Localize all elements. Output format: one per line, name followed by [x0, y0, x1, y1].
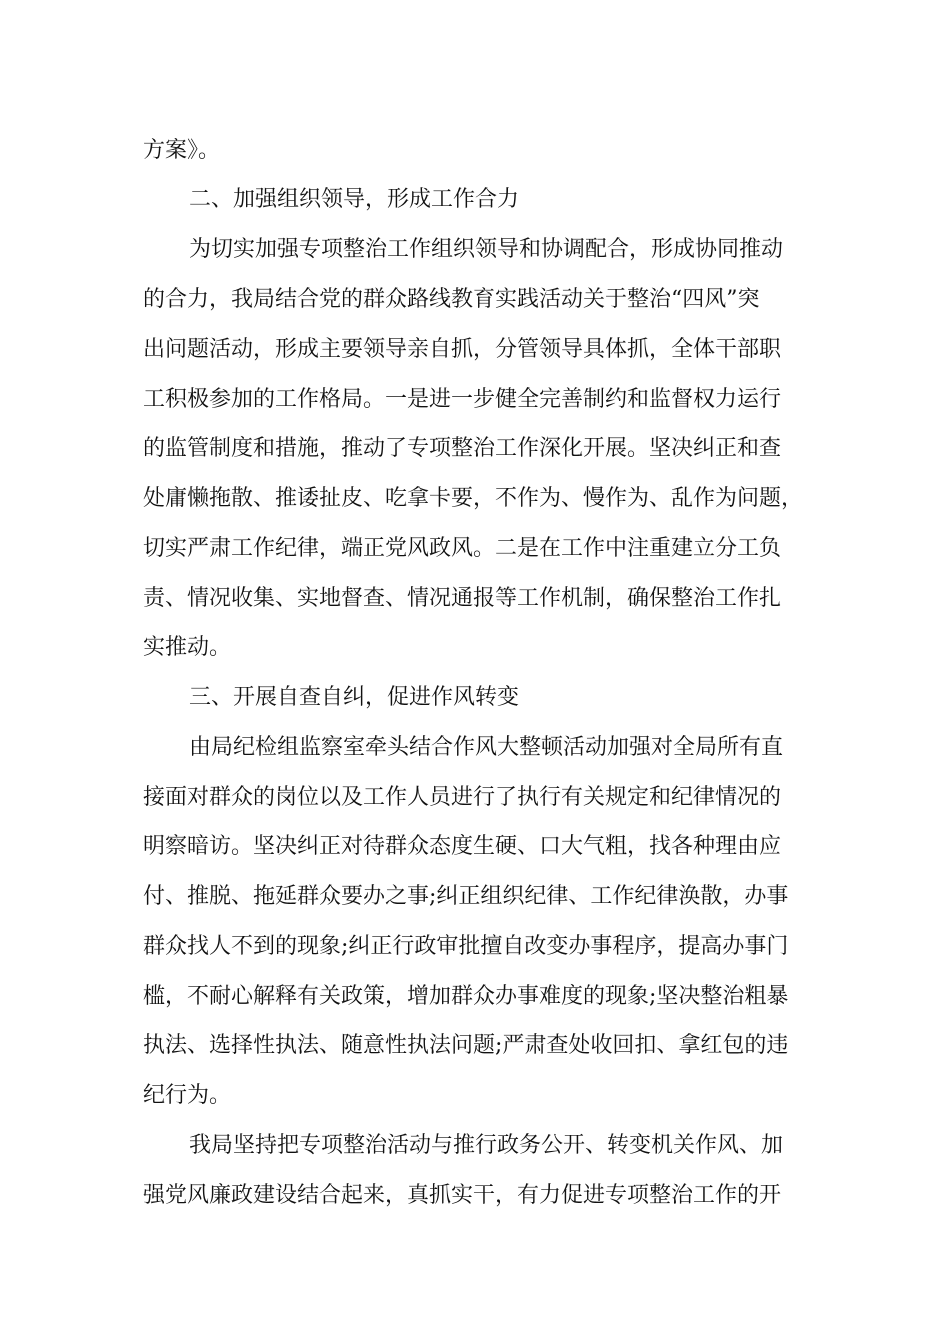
text-line: 我局坚持把专项整治活动与推行政务公开、转变机关作风、加: [189, 1133, 784, 1158]
text-line: 为切实加强专项整治工作组织领导和协调配合，形成协同推动: [189, 237, 784, 262]
text-line: 执法、选择性执法、随意性执法问题;严肃查处收回扣、拿红包的违: [143, 1033, 789, 1058]
text-line: 实推动。: [143, 635, 232, 660]
text-line: 的合力，我局结合党的群众路线教育实践活动关于整治“四风”突: [143, 287, 760, 312]
text-line: 切实严肃工作纪律，端正党风政风。二是在工作中注重建立分工负: [143, 536, 782, 561]
text-line: 纪行为。: [143, 1083, 232, 1108]
section-heading: 二、加强组织领导，形成工作合力: [189, 187, 520, 212]
text-line: 强党风廉政建设结合起来，真抓实干，有力促进专项整治工作的开: [143, 1183, 782, 1208]
text-line: 群众找人不到的现象;纠正行政审批擅自改变办事程序，提高办事门: [143, 934, 789, 959]
text-line: 出问题活动，形成主要领导亲自抓，分管领导具体抓，全体干部职: [143, 337, 782, 362]
text-line: 付、推脱、拖延群众要办之事;纠正组织纪律、工作纪律涣散，办事: [143, 884, 789, 909]
text-line: 槛，不耐心解释有关政策，增加群众办事难度的现象;坚决整治粗暴: [143, 984, 789, 1009]
text-line: 责、情况收集、实地督查、情况通报等工作机制，确保整治工作扎: [143, 586, 782, 611]
text-line: 方案》。: [143, 138, 221, 163]
text-line: 明察暗访。坚决纠正对待群众态度生硬、口大气粗，找各种理由应: [143, 834, 782, 859]
text-line: 接面对群众的岗位以及工作人员进行了执行有关规定和纪律情况的: [143, 785, 782, 810]
text-line: 的监管制度和措施，推动了专项整治工作深化开展。坚决纠正和查: [143, 436, 782, 461]
text-line: 由局纪检组监察室牵头结合作风大整顿活动加强对全局所有直: [189, 735, 784, 760]
section-heading: 三、开展自查自纠，促进作风转变: [189, 685, 520, 710]
text-line: 工积极参加的工作格局。一是进一步健全完善制约和监督权力运行: [143, 387, 782, 412]
text-line: 处庸懒拖散、推诿扯皮、吃拿卡要，不作为、慢作为、乱作为问题，: [143, 486, 804, 511]
